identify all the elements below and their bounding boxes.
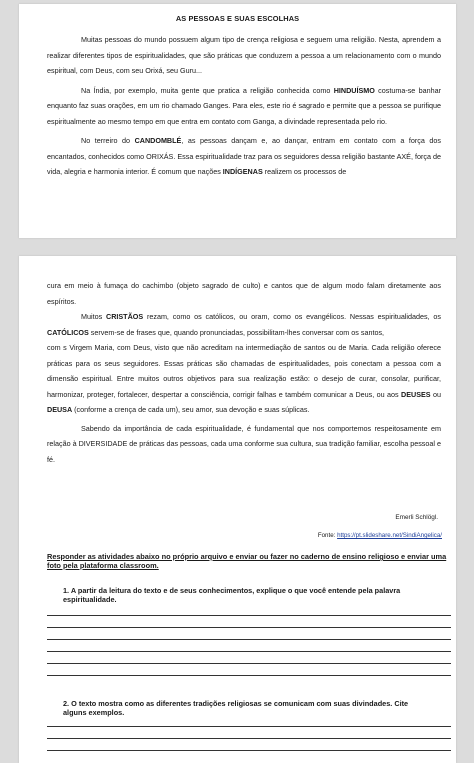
paragraph-6 — [47, 340, 441, 418]
source-link[interactable]: https://pt.slideshare.net/SindiAngelica/ — [337, 532, 442, 539]
document-title: AS PESSOAS E SUAS ESCOLHAS — [175, 14, 300, 23]
answer-line — [47, 651, 451, 652]
paragraph-2-text-a: Na Índia, por exemplo, muita gente que pratica a religião conhecida como — [81, 85, 334, 95]
paragraph-2 — [47, 83, 441, 130]
hinduismo-term: HINDUÍSMO — [333, 85, 375, 95]
deusa-term: DEUSA — [47, 405, 73, 414]
paragraph-5-text-b: rezam, como os católicos, ou oram, como os evangélicos. Nessas espiritualidades, os — [143, 312, 442, 321]
answer-line — [47, 615, 451, 616]
catolicos-term: CATÓLICOS — [47, 327, 89, 337]
paragraph-5-text-c: servem-se de frases que, quando pronunciadas, possibilitam-lhes conversar com os santos, — [88, 327, 385, 337]
cristaos-term: CRISTÃOS — [106, 312, 144, 321]
paragraph-2-text-b: costuma-se banhar enquanto faz suas orações, em um rio chamado Ganges. Para eles, este rio é sagrado e permite que a pessoa se purifique espiritualmente ao mesmo tempo em que entra em contato com Ganga, a divindade representada pelo rio. — [47, 85, 441, 126]
paragraph-3-text-c: realizem os processos de — [262, 167, 347, 176]
answer-line — [47, 675, 451, 676]
question-2: 2. O texto mostra como as diferentes tradições religiosas se comunicam com suas divindades. Cite alguns exemplos. — [63, 699, 409, 717]
answer-line — [47, 738, 451, 739]
paragraph-4: cura em meio à fumaça do cachimbo (objeto sagrado de culto) e cantos que de algum modo falam diretamente aos espíritos. — [47, 281, 441, 306]
answer-line — [47, 750, 451, 751]
paragraph-5-text-a: Muitos — [81, 312, 106, 321]
source-label: Fonte: — [317, 532, 338, 539]
answer-line — [47, 726, 451, 727]
text-body-page-1 — [47, 32, 441, 180]
answer-line — [47, 663, 451, 664]
paragraph-7: Sabendo da importância de cada espiritualidade, é fundamental que nos comportemos respeitosamente em relação à DIVERSIDADE de práticas das pessoas, cada uma conforme sua cultura, sua tradição familiar, escolha pessoal e fé. — [47, 423, 441, 464]
text-body-page-2 — [47, 278, 441, 467]
answer-lines-2[interactable] — [47, 726, 451, 762]
paragraph-6-text-a: com s Virgem Maria, com Deus, visto que não acreditam na intermediação de santos ou de Maria. Cada religião oferece práticas para os seus seguidores. Essas práticas são chamadas de espiritualidades, pois conectam a pessoa com a dimensão espiritual. Entre muitos outros objetivos para sua realização estão: o desejo de curar, consolar, purificar, harmonizar, proteger, fortalecer, despertar a consciência, corrigir falhas e também comunicar a Deus, ou aos — [47, 343, 441, 399]
paragraph-6-text-c: (conforme a crença de cada um), seu amor, sua devoção e suas súplicas. — [72, 405, 310, 414]
paragraph-5 — [47, 309, 441, 340]
activity-instructions: Responder as atividades abaixo no próprio arquivo e enviar ou fazer no caderno de ensino religioso e enviar uma foto pela plataforma classroom. — [47, 552, 447, 570]
document-page-1 — [19, 4, 456, 238]
paragraph-3-text-b: , as pessoas dançam e, ao dançar, entram em contato com a força dos encantados, conhecidos como ORIXÁS. Essa espiritualidade traz para os seguidores dessa religião bastante AXÉ, força de vida, alegria e harmonia interior. É comum que nações — [47, 136, 441, 176]
answer-lines-1[interactable] — [47, 615, 451, 687]
paragraph-3 — [47, 133, 441, 180]
paragraph-1: Muitas pessoas do mundo possuem algum tipo de crença religiosa e seguem uma religião. Nesta, aprendem a realizar diferentes tipos de espiritualidades, que são práticas que conduzem a pessoa a um relacionamento com o mundo espiritual, com Deus, com seu Orixá, seu Guru... — [47, 35, 441, 75]
author-signature: Emerli Schlögl. — [395, 514, 438, 521]
paragraph-6-text-b: ou — [430, 389, 441, 399]
source-citation — [318, 532, 442, 539]
paragraph-3-text-a: No terreiro do — [81, 136, 135, 145]
answer-line — [47, 627, 451, 628]
question-1: 1. A partir da leitura do texto e de seus conhecimentos, explique o que você entende pela palavra espiritualidade. — [63, 586, 401, 604]
document-page-2 — [19, 256, 456, 763]
answer-line — [47, 639, 451, 640]
indigenas-term: INDÍGENAS — [222, 167, 263, 176]
deuses-term: DEUSES — [401, 389, 431, 399]
candomble-term: CANDOMBLÉ — [134, 136, 182, 145]
